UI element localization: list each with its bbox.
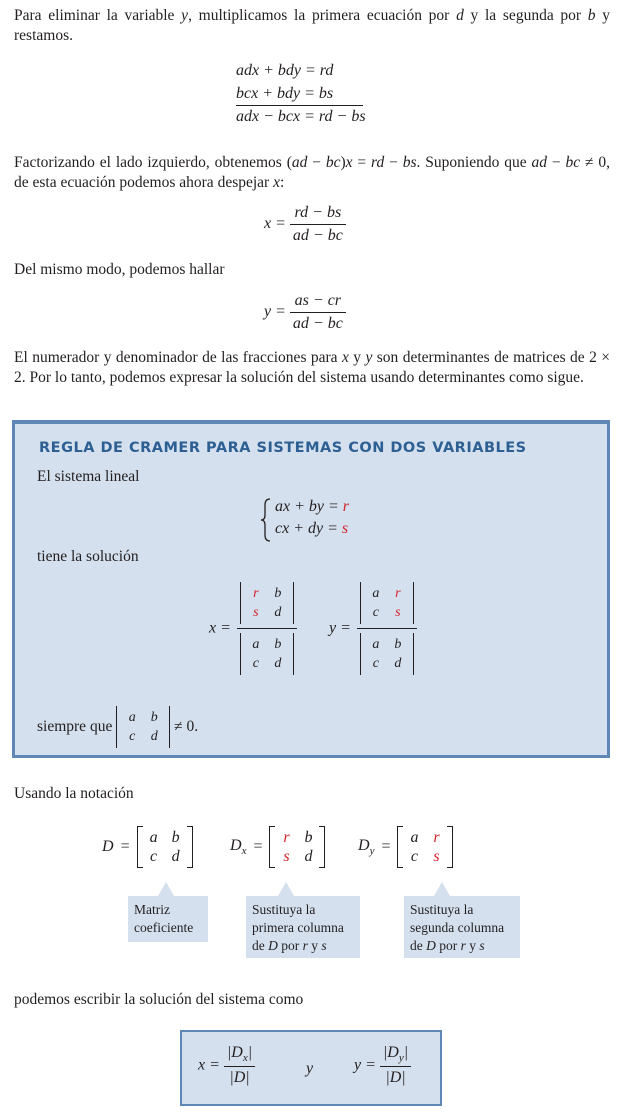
factor-math: ad bbox=[531, 154, 547, 171]
mat-entry: c bbox=[150, 848, 158, 865]
intro-text: , multiplicamos la primera ecuación por bbox=[188, 7, 457, 24]
equals-sign: = bbox=[120, 838, 130, 855]
callout-text: de bbox=[410, 938, 427, 953]
final-frac-sub: y bbox=[398, 1052, 404, 1065]
factor-math: rd bbox=[371, 154, 385, 171]
mat-entry: a bbox=[149, 829, 158, 846]
callout-math: D bbox=[268, 938, 278, 953]
factor-math: x bbox=[273, 174, 280, 191]
det-entry: r bbox=[253, 586, 259, 601]
condition-suffix: ≠ 0. bbox=[174, 718, 199, 735]
callout-line: Sustituya la bbox=[410, 902, 474, 917]
intro-paragraph bbox=[14, 6, 610, 46]
det-entry: b bbox=[150, 710, 158, 725]
eq1-rhs: r bbox=[342, 498, 350, 515]
Dx-subscript: x bbox=[241, 845, 247, 858]
similarly-paragraph: Del mismo modo, podemos hallar bbox=[14, 261, 225, 278]
det-entry: s bbox=[253, 605, 259, 620]
det-entry: b bbox=[274, 586, 282, 601]
factor-text: = bbox=[352, 154, 372, 171]
det-entry: d bbox=[394, 656, 402, 671]
callout-line: segunda columna bbox=[410, 920, 505, 935]
callout-line bbox=[410, 937, 514, 955]
final-x-fraction bbox=[224, 1044, 255, 1087]
factor-paragraph bbox=[14, 153, 610, 193]
cramer-y-formula bbox=[329, 582, 417, 675]
factor-text: − bbox=[546, 154, 566, 171]
cramer-y-lhs: y = bbox=[329, 619, 351, 637]
var-y: y bbox=[181, 7, 189, 24]
det-entry: c bbox=[372, 656, 380, 671]
callout-line bbox=[252, 937, 354, 955]
det-y-denominator bbox=[360, 633, 414, 675]
callout-pointer-3 bbox=[434, 882, 450, 896]
det-entry: b bbox=[394, 637, 402, 652]
cramer-y-fraction bbox=[357, 582, 417, 675]
final-x-formula bbox=[198, 1044, 255, 1087]
mat-entry: s bbox=[283, 848, 290, 865]
left-brace bbox=[261, 498, 269, 542]
callout-line: Sustituya la bbox=[252, 902, 316, 917]
callout-line: primera columna bbox=[252, 920, 344, 935]
final-frac-part: |D bbox=[382, 1044, 399, 1061]
det-condition bbox=[116, 706, 170, 748]
elimination-line-3: adx − bcx = rd − bs bbox=[236, 108, 366, 125]
callout-pointer-2 bbox=[278, 882, 294, 896]
callout-line: coeficiente bbox=[134, 920, 194, 935]
mat-entry: a bbox=[410, 829, 419, 846]
det-entry: c bbox=[372, 605, 380, 620]
det-x-denominator bbox=[240, 633, 294, 675]
x-denominator: ad − bc bbox=[292, 227, 343, 244]
y-lhs: y = bbox=[264, 303, 286, 321]
factor-math: bc bbox=[325, 154, 341, 171]
factor-math: x bbox=[345, 154, 353, 171]
matrix-D bbox=[102, 826, 193, 868]
final-frac-part: |D bbox=[226, 1044, 243, 1061]
factor-math: ad bbox=[291, 154, 308, 171]
Dy-subscript: y bbox=[369, 845, 375, 858]
intro-text: y restamos. bbox=[14, 7, 611, 44]
det-entry: a bbox=[372, 586, 380, 601]
condition-prefix: siempre que bbox=[37, 718, 113, 735]
Dy-letter: D bbox=[358, 836, 370, 854]
intro-text: Para eliminar la variable bbox=[14, 7, 182, 24]
factor-math: bc bbox=[565, 154, 581, 171]
callout-math: s bbox=[479, 938, 485, 953]
mat-entry: r bbox=[283, 829, 290, 846]
mat-entry: b bbox=[171, 829, 180, 846]
matrix-Dx bbox=[230, 826, 325, 868]
final-x-den: |D| bbox=[229, 1069, 250, 1087]
callout-text: por bbox=[435, 938, 461, 953]
var-b: b bbox=[587, 7, 596, 24]
system-eq-1 bbox=[275, 498, 349, 516]
det-entry: d bbox=[274, 656, 282, 671]
cramer-x-den bbox=[237, 629, 297, 675]
cramer-x-fraction bbox=[237, 582, 297, 675]
factor-text: ) bbox=[340, 154, 346, 171]
final-y-formula bbox=[354, 1044, 411, 1087]
write-solution-label: podemos escribir la solución del sistema como bbox=[14, 991, 304, 1008]
callout-math: r bbox=[460, 938, 466, 953]
callout-pointer-1 bbox=[158, 882, 174, 896]
cramer-rule-box bbox=[12, 420, 610, 758]
cramer-x-lhs: x = bbox=[209, 619, 231, 637]
callout-text: de bbox=[252, 938, 269, 953]
Dx-label bbox=[230, 836, 247, 858]
elimination-line-2: bcx + bdy = bs bbox=[236, 85, 363, 106]
factor-text: . Suponiendo que bbox=[416, 154, 532, 171]
np-text: y bbox=[348, 349, 366, 366]
callout-second-column bbox=[404, 896, 520, 958]
final-x-lhs: x = bbox=[198, 1056, 220, 1074]
final-x-num bbox=[224, 1044, 255, 1067]
det-entry: c bbox=[252, 656, 260, 671]
det-entry: d bbox=[150, 729, 158, 744]
condition-line bbox=[37, 706, 198, 748]
det-entry: b bbox=[274, 637, 282, 652]
cramer-x-num bbox=[237, 582, 297, 629]
det-y-numerator bbox=[360, 582, 414, 624]
system-eq-2 bbox=[275, 520, 348, 538]
final-y-num bbox=[380, 1044, 411, 1067]
callout-math: D bbox=[426, 938, 436, 953]
bracket-matrix-D bbox=[137, 826, 193, 868]
cramer-y-num bbox=[357, 582, 417, 629]
np-math: y bbox=[365, 349, 373, 366]
y-solution-equation bbox=[264, 292, 346, 333]
final-y-den: |D| bbox=[385, 1069, 406, 1087]
y-fraction bbox=[290, 292, 346, 333]
det-entry: a bbox=[252, 637, 260, 652]
notation-label: Usando la notación bbox=[14, 785, 134, 802]
det-entry: a bbox=[372, 637, 380, 652]
callout-coefficient bbox=[128, 896, 208, 942]
factor-text: : bbox=[279, 174, 285, 191]
equals-sign: = bbox=[381, 838, 391, 855]
system-label: El sistema lineal bbox=[37, 468, 140, 485]
mat-entry: b bbox=[304, 829, 313, 846]
det-entry: s bbox=[395, 605, 401, 620]
mat-entry: c bbox=[410, 848, 419, 865]
cramer-y-den bbox=[357, 629, 417, 675]
det-entry: r bbox=[395, 586, 401, 601]
x-fraction bbox=[290, 204, 346, 245]
x-numerator: rd − bs bbox=[290, 204, 346, 225]
mat-entry: d bbox=[304, 848, 313, 865]
factor-text: − bbox=[384, 154, 403, 171]
factor-text: − bbox=[307, 154, 326, 171]
Dy-label bbox=[358, 836, 375, 858]
mat-entry: r bbox=[433, 829, 440, 846]
np-text: El numerador y denominador de las fracciones para bbox=[14, 349, 342, 366]
final-frac-part: | bbox=[247, 1044, 253, 1061]
elimination-line-1: adx + bdy = rd bbox=[236, 62, 334, 79]
np-math: x bbox=[341, 349, 349, 366]
det-x-numerator bbox=[240, 582, 294, 624]
D-label: D bbox=[102, 838, 114, 855]
factor-text: ≠ 0, de esta ecuación podemos ahora despejar bbox=[14, 154, 610, 191]
y-denominator: ad − bc bbox=[292, 315, 343, 332]
bracket-matrix-Dy bbox=[397, 826, 453, 868]
callout-math: s bbox=[321, 938, 327, 953]
final-frac-sub: x bbox=[242, 1052, 248, 1065]
eq2-rhs: s bbox=[341, 520, 349, 537]
eq1-lhs: ax + by = bbox=[275, 498, 343, 515]
matrix-Dy bbox=[358, 826, 453, 868]
bracket-matrix-Dx bbox=[269, 826, 325, 868]
Dx-letter: D bbox=[230, 836, 242, 854]
mat-entry: d bbox=[171, 848, 180, 865]
equals-sign: = bbox=[253, 838, 263, 855]
solution-label: tiene la solución bbox=[37, 548, 139, 565]
np-text: son determinantes de matrices de 2 × 2. Por lo tanto, podemos expresar la solución del sistema usando determinantes como sigue. bbox=[14, 349, 610, 386]
eq2-lhs: cx + dy = bbox=[275, 520, 342, 537]
mat-entry: s bbox=[433, 848, 440, 865]
factor-text: Factorizando el lado izquierdo, obtenemos ( bbox=[14, 154, 292, 171]
det-entry: a bbox=[128, 710, 136, 725]
intro-text: y la segunda por bbox=[463, 7, 588, 24]
callout-math: r bbox=[302, 938, 308, 953]
y-numerator: as − cr bbox=[290, 292, 346, 313]
callout-first-column bbox=[246, 896, 360, 958]
det-entry: c bbox=[129, 729, 136, 744]
callout-text: y bbox=[307, 938, 322, 953]
callout-text: y bbox=[465, 938, 480, 953]
var-d: d bbox=[456, 7, 464, 24]
factor-math: bs bbox=[402, 154, 417, 171]
final-frac-part: | bbox=[403, 1044, 409, 1061]
x-solution-equation bbox=[264, 204, 346, 245]
final-and: y bbox=[306, 1060, 314, 1077]
callout-text: por bbox=[277, 938, 303, 953]
final-y-fraction bbox=[380, 1044, 411, 1087]
cramer-title: REGLA DE CRAMER PARA SISTEMAS CON DOS VARIABLES bbox=[39, 440, 527, 456]
final-y-lhs: y = bbox=[354, 1056, 376, 1074]
numerator-paragraph bbox=[14, 348, 610, 388]
final-solution-box bbox=[180, 1030, 442, 1106]
det-entry: d bbox=[274, 605, 282, 620]
cramer-x-formula bbox=[209, 582, 297, 675]
callout-line: Matriz bbox=[134, 902, 170, 917]
x-lhs: x = bbox=[264, 215, 286, 233]
